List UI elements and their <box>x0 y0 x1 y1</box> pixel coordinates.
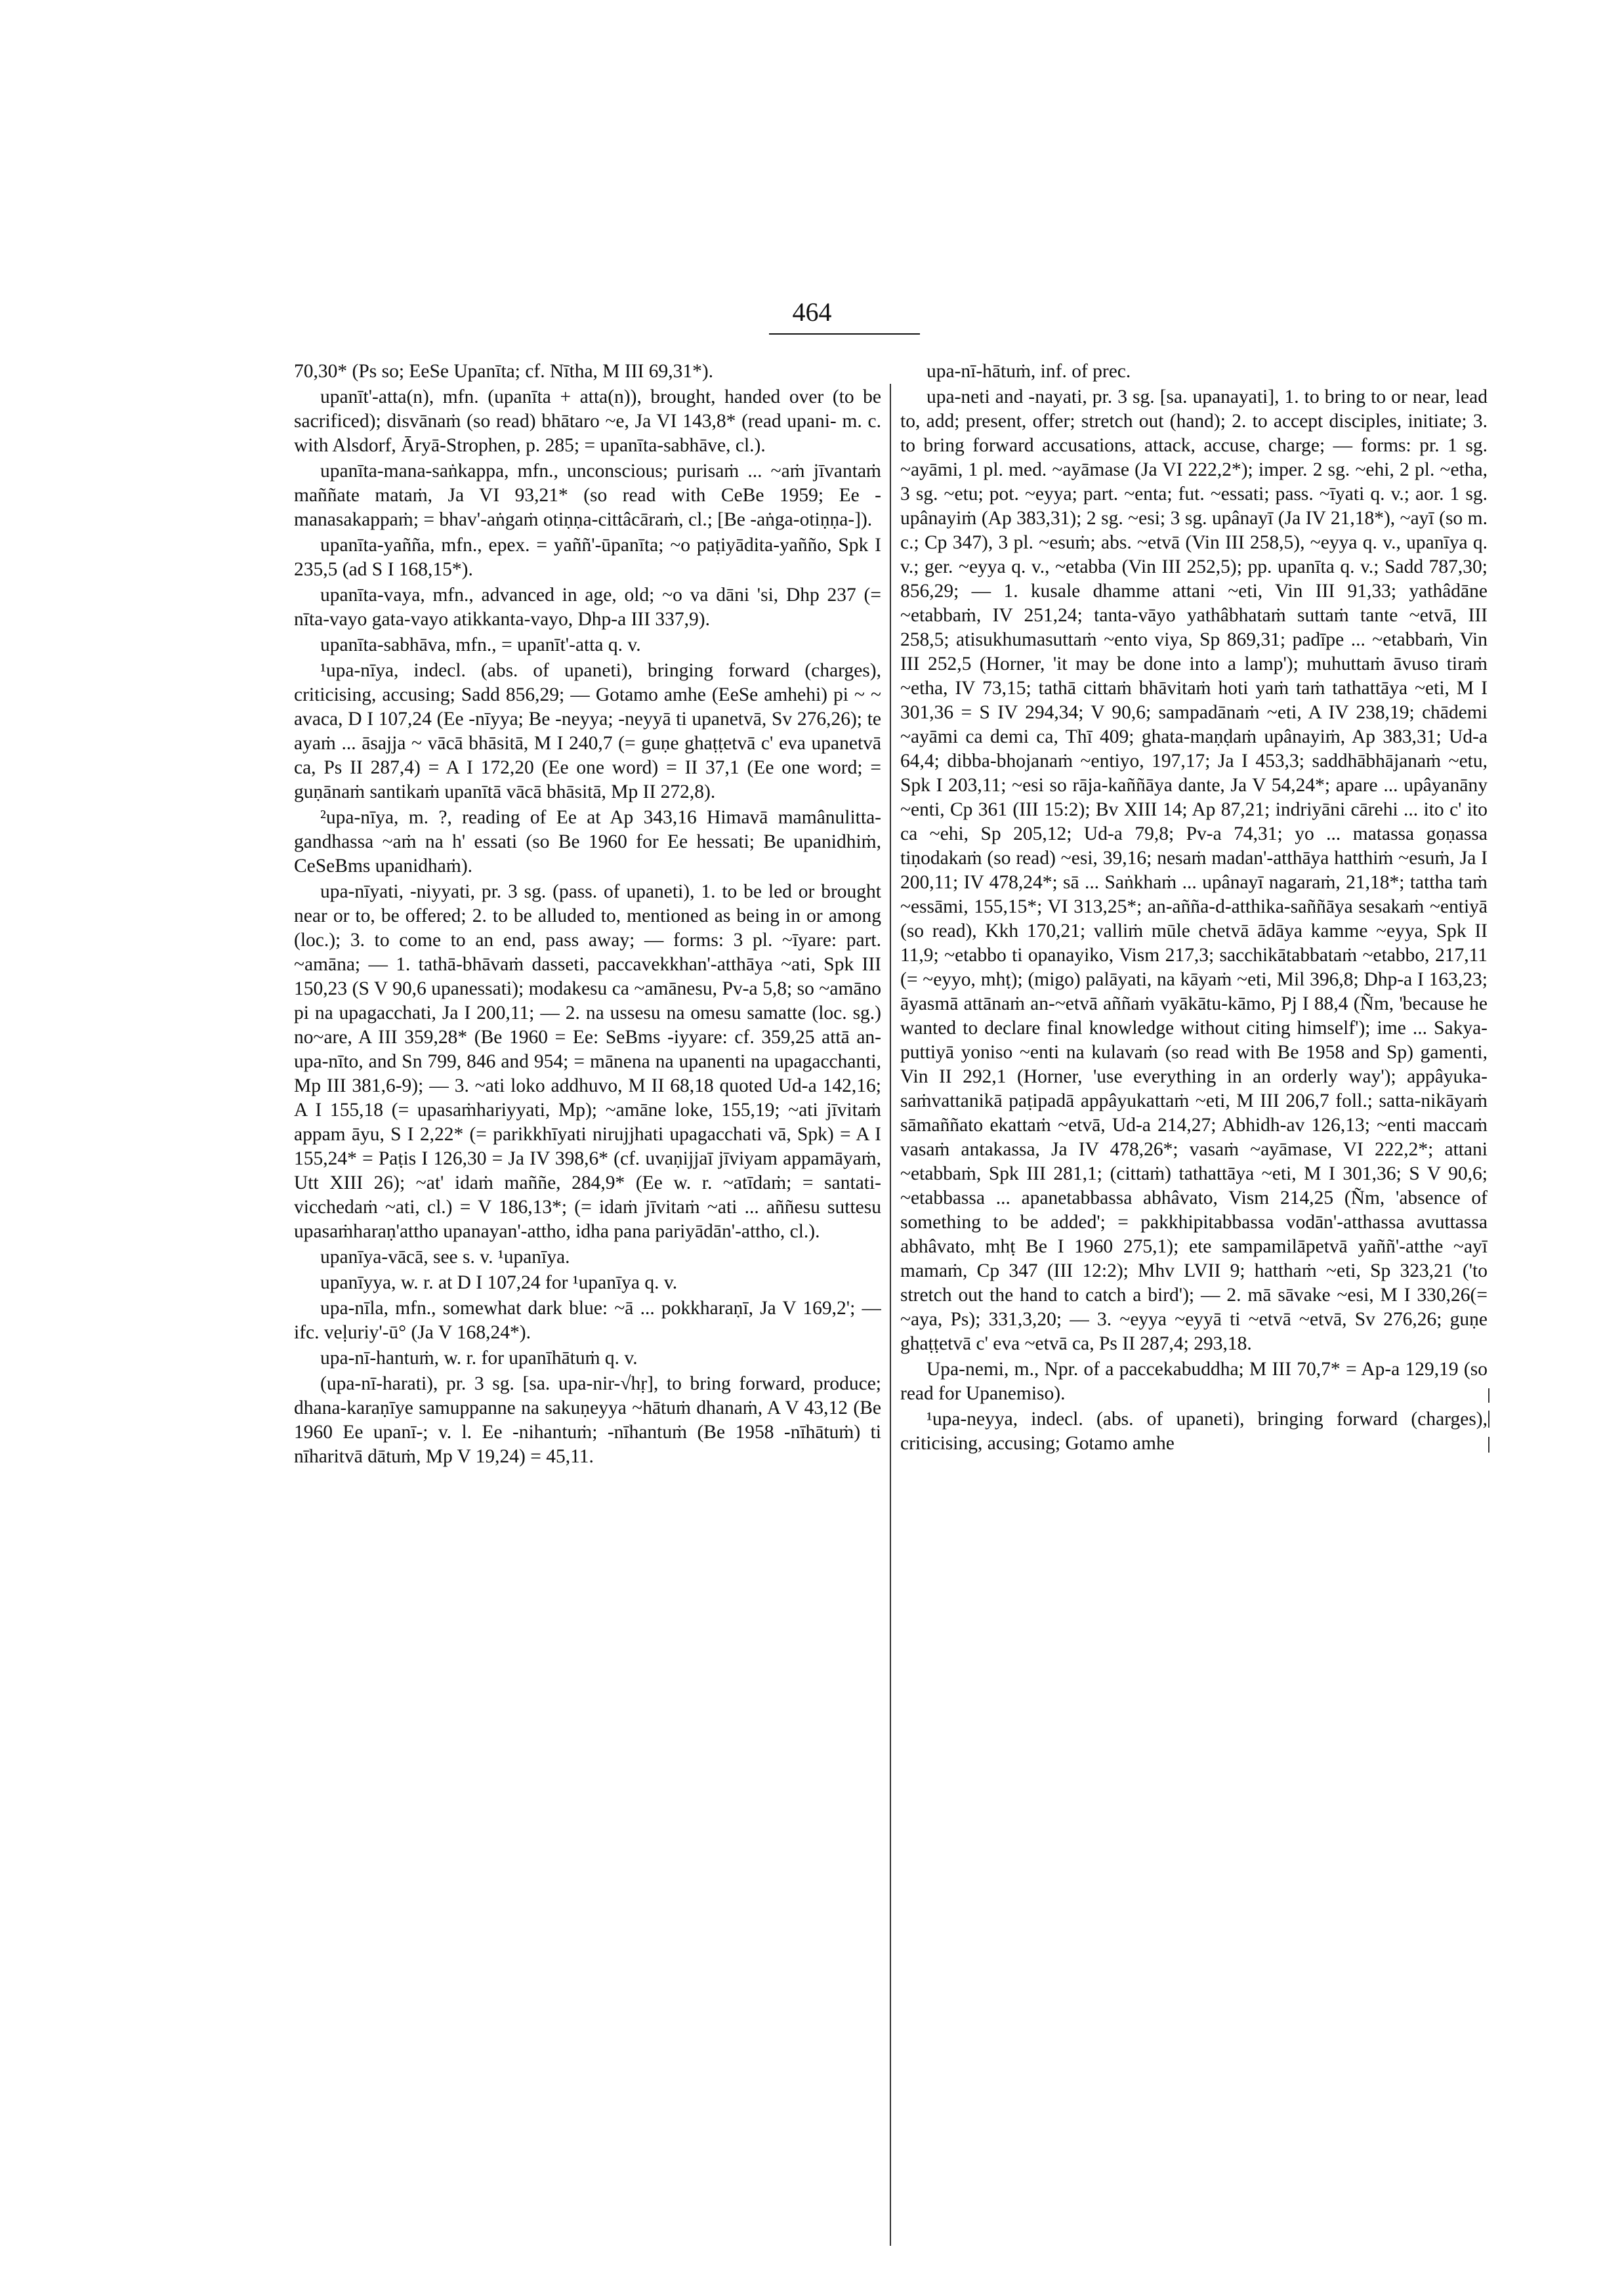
dictionary-entry: upa-nī-hantuṁ, w. r. for upanīhātuṁ q. v. <box>320 1348 638 1369</box>
dictionary-entry: ²upa-nīya, m. ?, reading of Ee at Ap 343,16 Himavā mamânulitta-gandhassa ~aṁ na h' essati (so Be 1960 for Ee hessati; Be upanidhiṁ, CeSeBms upanidhaṁ). <box>294 807 881 877</box>
dictionary-entry: upanīta-sabhāva, mfn., = upanīt'-atta q. v. <box>320 634 641 655</box>
right-column <box>900 360 1488 2223</box>
header-rule <box>769 333 920 335</box>
left-column <box>294 360 881 2223</box>
dictionary-entry: upanīya-vācā, see s. v. ¹upanīya. <box>320 1247 570 1268</box>
dictionary-entry: upanīta-mana-saṅkappa, mfn., unconscious; purisaṁ ... ~aṁ jīvantaṁ maññate mataṁ, Ja VI 93,21* (so read with CeBe 1959; Ee -manasakappaṁ; = bhav'-aṅgaṁ otiṇṇa-cittâcāraṁ, cl.; [Be -aṅga-otiṇṇa-]). <box>294 461 881 530</box>
dictionary-entry: (upa-nī-harati), pr. 3 sg. [sa. upa-nir-√hṛ], to bring forward, produce; dhana-karaṇīye samuppanne na sakuṇeyya ~hātuṁ dhanaṁ, A V 43,12 (Be 1960 Ee upanī-; v. l. Ee -nihantuṁ; -nīhantuṁ (Be 1958 -nīhātuṁ) ti nīharitvā dātuṁ, Mp V 19,24) = 45,11. <box>294 1373 881 1467</box>
margin-mark <box>1488 1388 1489 1403</box>
dictionary-entry: upa-neti and -nayati, pr. 3 sg. [sa. upanayati], 1. to bring to or near, lead to, add; present, offer; stretch out (hand); 2. to accept disciples, initiate; 3. to bring forward accusations, attack, accuse, charge; — forms: pr. 1 sg. ~ayāmi, 1 pl. med. ~ayāmase (Ja VI 222,2*); imper. 2 sg. ~ehi, 2 pl. ~etha, 3 sg. ~etu; pot. ~eyya; part. ~enta; fut. ~essati; pass. ~īyati q. v.; aor. 1 sg. upânayiṁ (Ap 383,31); 2 sg. ~esi; 3 sg. upânayī (Ja IV 21,18*), ~ayī (so m. c.; Cp 347), 3 pl. ~esuṁ; abs. ~etvā (Vin III 258,5), ~eyya q. v., upanīya q. v.; ger. ~eyya q. v., ~etabba (Vin III 252,5); pp. upanīta q. v.; Sadd 787,30; 856,29; — 1. kusale dhamme attani ~eti, Vin III 91,33; yathâdāne ~etabbaṁ, IV 251,24; tanta-vāyo yathâbhataṁ suttaṁ tante ~etvā, III 258,5; atisukhumasuttaṁ ~ento viya, Sp 869,31; padīpe ... ~etabbaṁ, Vin III 252,5 (Horner, 'it may be done into a lamp'); muhuttaṁ āvuso tiraṁ ~etha, IV 73,15; tathā cittaṁ bhāvitaṁ hoti yaṁ taṁ tathattāya ~eti, M I 301,36 = S IV 294,34; V 90,6; sampadānaṁ ~eti, A IV 238,19; chādemi ~ayāmi ca demi ca, Thī 409; ghata-maṇḍaṁ upânayiṁ, Ap 383,31; Ud-a 64,4; dibba-bhojanaṁ ~entiyo, 197,17; Ja I 453,3; saddhābhājanaṁ ~etu, Spk I 203,11; ~esi so rāja-kaññāya dante, Ja V 54,24*; apare ... upâyanāny ~enti, Cp 361 (III 15:2); Bv XIII 14; Ap 87,21; indriyāni cārehi ... ito c' ito ca ~ehi, Sp 205,12; Ud-a 79,8; Pv-a 74,31; yo ... matassa goṇassa tiṇodakaṁ (so read) ~esi, 39,16; nesaṁ madan'-atthāya hatthiṁ ~esuṁ, Ja I 200,11; IV 478,24*; sā ... Saṅkhaṁ ... upânayī nagaraṁ, 21,18*; tattha taṁ ~essāmi, 155,15*; VI 313,25*; an-añña-d-atthika-saññāya sesakaṁ ~entiyā (so read), Kkh 170,21; valliṁ mūle chetvā ādāya kamme ~eyya, Spk II 11,9; ~etabbo ti opanayiko, Vism 217,3; sacchikātabbataṁ ~etabbo, 217,11 (= ~eyyo, mhṭ); (migo) palāyati, na kāyaṁ ~eti, Mil 396,8; Dhp-a I 163,23; āyasmā attānaṁ an-~etvā aññaṁ vyākātu-kāmo, Pj I 88,4 (Ñm, 'because he wanted to declare final knowledge without citing himself'); ime ... Sakya-puttiyā yoniso ~enti na kulavaṁ (so read with Be 1958 and Sp) gamenti, Vin II 292,1 (Horner, 'use everything in an orderly way'); appâyuka-saṁvattanikā paṭipadā appâyukattaṁ ~eti, M III 206,7 foll.; satta-nikāyaṁ sāmaññato ekattaṁ ~etvā, Ud-a 214,27; Abhidh-av 126,13; ~enti maccaṁ vasaṁ antakassa, Ja IV 478,26*; vasaṁ ~ayāmase, VI 222,2*; attani ~etabbaṁ, Spk III 281,1; (cittaṁ) tathattāya ~eti, M I 301,36; S V 90,6; ~etabbassa ... apanetabbassa abhâvato, Vism 214,25 (Ñm, 'absence of something to be added'; = pakkhipitabbassa vodān'-atthassa avuttassa abhâvato, mhṭ Be I 1960 275,1); ete sampamilāpetvā yaññ'-atthe ~ayī mamaṁ, Cp 347 (III 12:2); Mhv LVII 9; hatthaṁ ~eti, Sp 323,21 ('to stretch out the hand to catch a bird'); — 2. mā sāvake ~esi, M I 330,26(= ~aya, Ps); 331,3,20; — 3. ~eyya ~eyyā ti ~etvā ~etvā, Sv 276,26; guṇe ghaṭṭetvā c' eva ~etvā ca, Ps II 287,4; 293,18. <box>900 386 1488 1354</box>
dictionary-entry: upa-nīyati, -niyyati, pr. 3 sg. (pass. of upaneti), 1. to be led or brought near or to, be offered; 2. to be alluded to, mentioned as being in or among (loc.); 3. to come to an end, pass away; — forms: 3 pl. ~īyare: part. ~amāna; — 1. tathā-bhāvaṁ dasseti, paccavekkhan'-atthāya ~ati, Spk III 150,23 (S V 90,6 upanessati); modakesu ca ~amānesu, Pv-a 5,8; so ~amāno pi na upagacchati, Ja I 200,11; — 2. na ussesu na omesu samatte (loc. sg.) no~are, A III 359,28* (Be 1960 = Ee: SeBms -iyyare: cf. 359,25 attā an-upa-nīto, and Sn 799, 846 and 954; = mānena na upanenti na upagacchanti, Mp III 381,6-9); — 3. ~ati loko addhuvo, M II 68,18 quoted Ud-a 142,16; A I 155,18 (= upasaṁhariyyati, Mp); ~amāne loke, 155,19; ~ati jīvitaṁ appam āyu, S I 2,22* (= parikkhīyati nirujjhati upagacchati vā, Spk) = A I 155,24* = Paṭis I 126,30 = Ja IV 398,6* (cf. uvaṇijjaī jīviyam appamāyaṁ, Utt XIII 26); ~at' idaṁ maññe, 284,9* (Ee w. r. ~atīdaṁ; = santati-vicchedaṁ ~ati, cl.) = V 186,13*; (= idaṁ jīvitaṁ ~ati ... aññesu suttesu upasaṁharaṇ'attho upanayan'-attho, idha pana pariyādān'-attho, cl.). <box>294 881 881 1242</box>
page-number: 464 <box>792 297 832 327</box>
dictionary-entry: ¹upa-nīya, indecl. (abs. of upaneti), bringing forward (charges), criticising, accusing; Sadd 856,29; — Gotamo amhe (EeSe amhehi) pi ~ ~ avaca, D I 107,24 (Ee -nīyya; Be -neyya; -neyyā ti upanetvā, Sv 276,26); te ayaṁ ... āsajja ~ vācā bhāsitā, M I 240,7 (= guṇe ghaṭṭetvā c' eva upanetvā ca, Ps II 287,4) = A I 172,20 (Ee one word) = II 37,1 (Ee one word; = guṇānaṁ santikaṁ upanītā vācā bhāsitā, Mp II 272,8). <box>294 660 881 802</box>
dictionary-entry: upa-nī-hātuṁ, inf. of prec. <box>927 361 1131 382</box>
dictionary-entry: upanīt'-atta(n), mfn. (upanīta + atta(n)), brought, handed over (to be sacrificed); disvānaṁ (so read) bhātaro ~e, Ja VI 143,8* (read upani- m. c. with Alsdorf, Āryā-Strophen, p. 285; = upanīta-sabhāve, cl.). <box>294 386 881 456</box>
dictionary-entry: ¹upa-neyya, indecl. (abs. of upaneti), bringing forward (charges), criticising, accusing; Gotamo amhe <box>900 1409 1488 1454</box>
dictionary-entry: Upa-nemi, m., Npr. of a paccekabuddha; M III 70,7* = Ap-a 129,19 (so read for Upanemiso). <box>900 1359 1488 1404</box>
dictionary-entry: upanīyya, w. r. at D I 107,24 for ¹upanīya q. v. <box>320 1272 678 1293</box>
dictionary-entry: 70,30* (Ps so; EeSe Upanīta; cf. Nītha, M III 69,31*). <box>294 361 714 382</box>
margin-mark <box>1488 1411 1489 1428</box>
dictionary-entry: upanīta-vaya, mfn., advanced in age, old; ~o va dāni 'si, Dhp 237 (= nīta-vayo gata-vayo atikkanta-vayo, Dhp-a III 337,9). <box>294 585 881 630</box>
column-divider <box>890 384 891 2246</box>
dictionary-entry: upa-nīla, mfn., somewhat dark blue: ~ā ... pokkharaṇī, Ja V 169,2'; — ifc. veḷuriy'-ū° (Ja V 168,24*). <box>294 1298 881 1343</box>
dictionary-entry: upanīta-yañña, mfn., epex. = yaññ'-ūpanīta; ~o paṭiyādita-yañño, Spk I 235,5 (ad S I 168,15*). <box>294 535 881 580</box>
margin-mark <box>1488 1437 1489 1453</box>
